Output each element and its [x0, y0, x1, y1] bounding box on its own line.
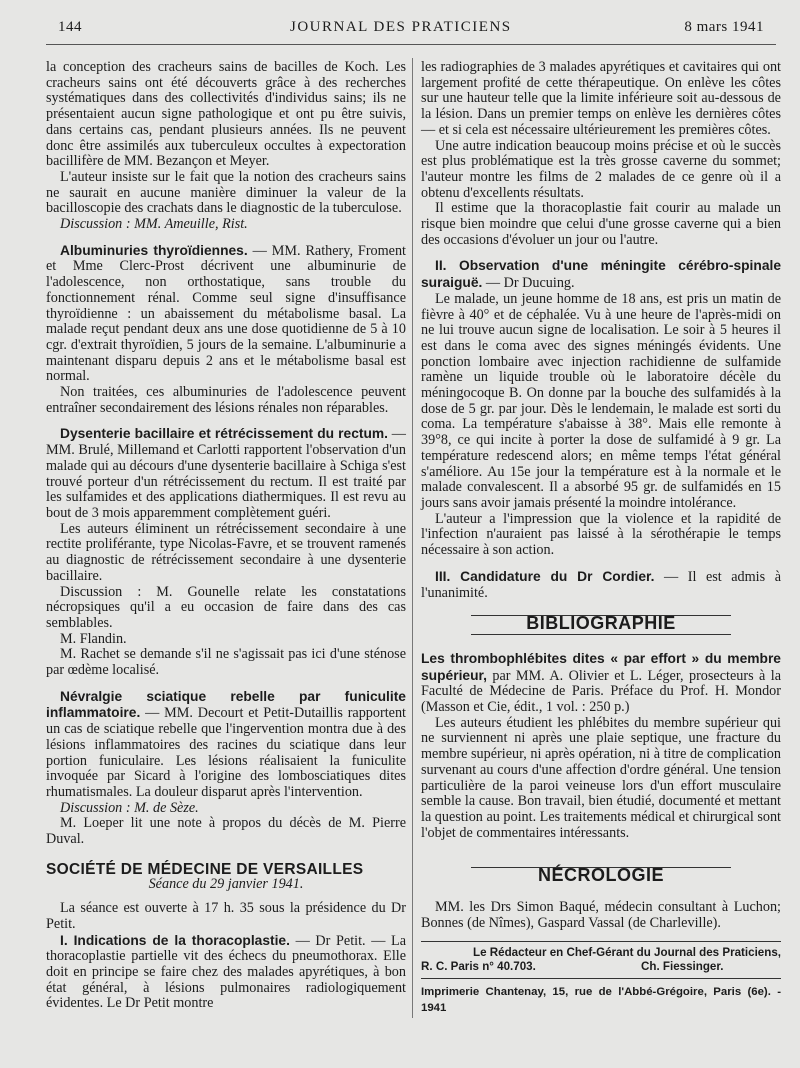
book-entry [421, 651, 781, 716]
book-title: Les thrombophlébites dites « par effort » du membre supérieur, [421, 650, 781, 683]
editor-note [421, 941, 781, 974]
article-text: — MM. Decourt et Petit-Dutaillis rapportent un cas de sciatique rebelle que l'ingervention montra due à des lésions inflammatoires des racines du sciatique dans leur portion funiculaire. Les lésions réalisaient la funiculite invoquée par Sicard à l'origine des lombosciatiques dites rhumatismales. La douleur disparut après l'intervention. [46, 705, 406, 800]
column-divider [412, 58, 413, 1018]
discussion-line: Discussion : M. de Sèze. [60, 799, 199, 816]
discussion-line: Discussion : M. Gounelle relate les constatations nécropsiques qu'il a eu occasion de faire dans des cas semblables. [46, 583, 406, 631]
paragraph: Les auteurs éliminent un rétrécissement secondaire à une rectite proliférante, type Nicolas-Favre, et se trouvent ramenés au diagnostic de rétrécissement secondaire à une dysenterie bacillaire. [46, 520, 406, 584]
article-thoracoplastie [46, 933, 406, 1013]
header-rule [46, 44, 776, 45]
paragraph: MM. les Drs Simon Baqué, médecin consultant à Luchon; Bonnes (de Nîmes), Gaspard Vassal (de Charleville). [421, 899, 781, 931]
left-column [46, 60, 406, 1012]
registry-number: R. C. Paris n° 40.703. [421, 960, 536, 974]
article-text: — Dr Ducuing. [482, 275, 575, 292]
paragraph: M. Rachet se demande s'il ne s'agissait pas ici d'une sténose par œdème localisé. [46, 646, 406, 679]
issue-date: 8 mars 1941 [684, 19, 764, 35]
article-text: — Dr Petit. — La thoracoplastie partielle vit des échecs du pneumothorax. Elle doit en principe se faire chez des malades apyrétiques, à bon état général, à lésions pulmonaires radiologiquement évidentes. Le Dr Petit montre [46, 932, 406, 1012]
article-nevralgie [46, 689, 406, 801]
article-title: III. Candidature du Dr Cordier. [435, 568, 655, 584]
society-heading: SOCIÉTÉ DE MÉDECINE DE VERSAILLES [46, 860, 364, 878]
journal-title: JOURNAL DES PRATICIENS [290, 19, 512, 35]
session-date: Séance du 29 janvier 1941. [148, 876, 304, 893]
article-dysenterie [46, 426, 406, 521]
section-rule [471, 634, 731, 635]
article-text: — MM. Rathery, Froment et Mme Clerc-Prost décrivent une albuminurie de l'adolescence, non orthostatique, sans trouble du fonctionnement rénal. Comme seul signe d'insuffisance thyroïdienne : un abaissement du métabolisme basal. La malade reçut pendant deux ans une dose quotidienne de 5 à 10 cgr. d'extrait thyroïdien, 5 jours de la semaine. L'albuminurie a maintenant disparu depuis 2 ans et le métabolisme basal est normal. [46, 242, 407, 385]
article-title: Albuminuries thyroïdiennes. [60, 242, 248, 258]
paragraph: Une autre indication beaucoup moins précise et où le succès est plus problématique est la très grosse caverne du sommet; l'auteur montre les films de 2 malades de ce genre où il a obtenu d'excellents résultats. [421, 137, 781, 201]
paragraph: les radiographies de 3 malades apyrétiques et cavitaires qui ont largement profité de cette thérapeutique. On enlève les côtes sur une hauteur telle que la limite inférieure soit au-dessous de la lésion. Dans un premier temps on enlève les dernières côtes — et si cela est nécessaire ultérieurement les premières côtes. [421, 59, 781, 138]
printer-line: Imprimerie Chantenay, 15, rue de l'Abbé-Grégoire, Paris (6e). - 1941 [421, 978, 781, 1016]
paragraph: Le malade, un jeune homme de 18 ans, est pris un matin de fièvre à 40° et de céphalée. Vu à une heure de l'après-midi on ne lui trouve aucun signe de localisation. Le soir à 5 heures il est dans le coma avec des signes méningés évidents. Une ponction lombaire avec injection rachidienne de sulfamide ramène un liquide trouble où le laboratoire décèle du méningocoque B. On donne par la bouche des sulfamidés à la dose de 5 gr. par jour. Dès le lendemain, le malade est sorti du coma. La température s'abaisse à 38°. Mais elle remonte à 39°8, ce qui incite à porter la dose de sulfamidé à 9 gr. La température redescend alors; en même temps l'état général s'améliore. Au 15e jour la température est à la normale et le malade convalescent. Il a absorbé 95 gr. de sulfamidés en 15 jours sans avoir jamais présenté la moindre intolérance. [421, 290, 781, 511]
paragraph: la conception des cracheurs sains de bacilles de Koch. Les cracheurs sains ont été découverts grâce à des recherches systématiques dans des collectivités d'individus sains; ils ne présentaient aucun signe pathologique et ont pu être suivis, dans certains cas, pendant plusieurs années. Ils ne peuvent donc être assimilés aux tuberculeux occultes à expectoration bacillifère de MM. Bezançon et Meyer. [46, 59, 406, 170]
right-column [421, 60, 781, 1017]
paragraph: L'auteur insiste sur le fait que la notion des cracheurs sains ne saurait en aucune manière diminuer la valeur de la bacilloscopie des crachats dans le diagnostic de la tuberculose. [46, 168, 406, 217]
page-header [0, 0, 800, 46]
article-text: — MM. Brulé, Millemand et Carlotti rapportent l'observation d'un malade qui au décours d'une dysenterie bacillaire à Schiga s'est trouvé porteur d'un rétrécissement du rectum. Il est traité par les sulfamides et des applications diathermiques. Il est revu au bout de 3 mois apparemment complètement guéri. [46, 426, 406, 521]
paragraph: Les auteurs étudient les phlébites du membre supérieur qui ne surviennent ni après une plaie septique, une fracture du membre supérieur, ni après opération, ni à titre de complication survenant au cours d'une affection d'ordre général. Une tension particulière de la paroi veineuse lors d'un effort musculaire semble la cause. Bon travail, bien étudié, documenté et mettant la question au point. Les traitements médical et chirurgical sont l'objet de commentaires intéressants. [421, 714, 781, 841]
editor-row [421, 960, 781, 974]
page-number: 144 [58, 19, 82, 35]
necrology-section [421, 867, 781, 886]
article-title: Névralgie sciatique rebelle par funiculite inflammatoire. [46, 688, 406, 721]
paragraph: M. Flandin. [60, 630, 127, 647]
article-title: Dysenterie bacillaire et rétrécissement du rectum. [60, 426, 388, 442]
article-title: II. Observation d'une méningite cérébro-spinale suraiguë. [421, 258, 781, 291]
paragraph: Il estime que la thoracoplastie fait courir au malade un risque bien moindre que celui d'une grosse caverne qui a bien des occasions d'évoluer un jour ou l'autre. [421, 200, 781, 248]
necrology-heading: NÉCROLOGIE [537, 865, 664, 886]
article-text: — Il est admis à l'unanimité. [421, 568, 781, 601]
article-title: I. Indications de la thoracoplastie. [60, 932, 290, 948]
bibliography-section [421, 615, 781, 635]
bibliography-heading: BIBLIOGRAPHIE [526, 613, 676, 634]
editor-name: Ch. Fiessinger. [641, 960, 724, 974]
book-details: par MM. A. Olivier et L. Léger, prosecteurs à la Faculté de Médecine de Paris. Préface du Prof. H. Mondor (Masson et Cie, édit., 1 vol. : 250 p.) [421, 667, 781, 716]
editor-line: Le Rédacteur en Chef-Gérant du Journal des Praticiens, [473, 946, 781, 960]
article-meningite [421, 258, 781, 291]
paragraph: Non traitées, ces albuminuries de l'adolescence peuvent entraîner secondairement des lésions rénales non réparables. [46, 384, 406, 416]
discussion-line: Discussion : MM. Ameuille, Rist. [60, 216, 248, 233]
article-albuminuries [46, 243, 406, 385]
paragraph: L'auteur a l'impression que la violence et la rapidité de l'infection n'auraient pas laissé à la sérothérapie le temps nécessaire à son action. [421, 510, 781, 559]
paragraph: La séance est ouverte à 17 h. 35 sous la présidence du Dr Petit. [46, 900, 406, 932]
paragraph: M. Loeper lit une note à propos du décès de M. Pierre Duval. [46, 815, 406, 848]
article-candidature [421, 569, 781, 601]
